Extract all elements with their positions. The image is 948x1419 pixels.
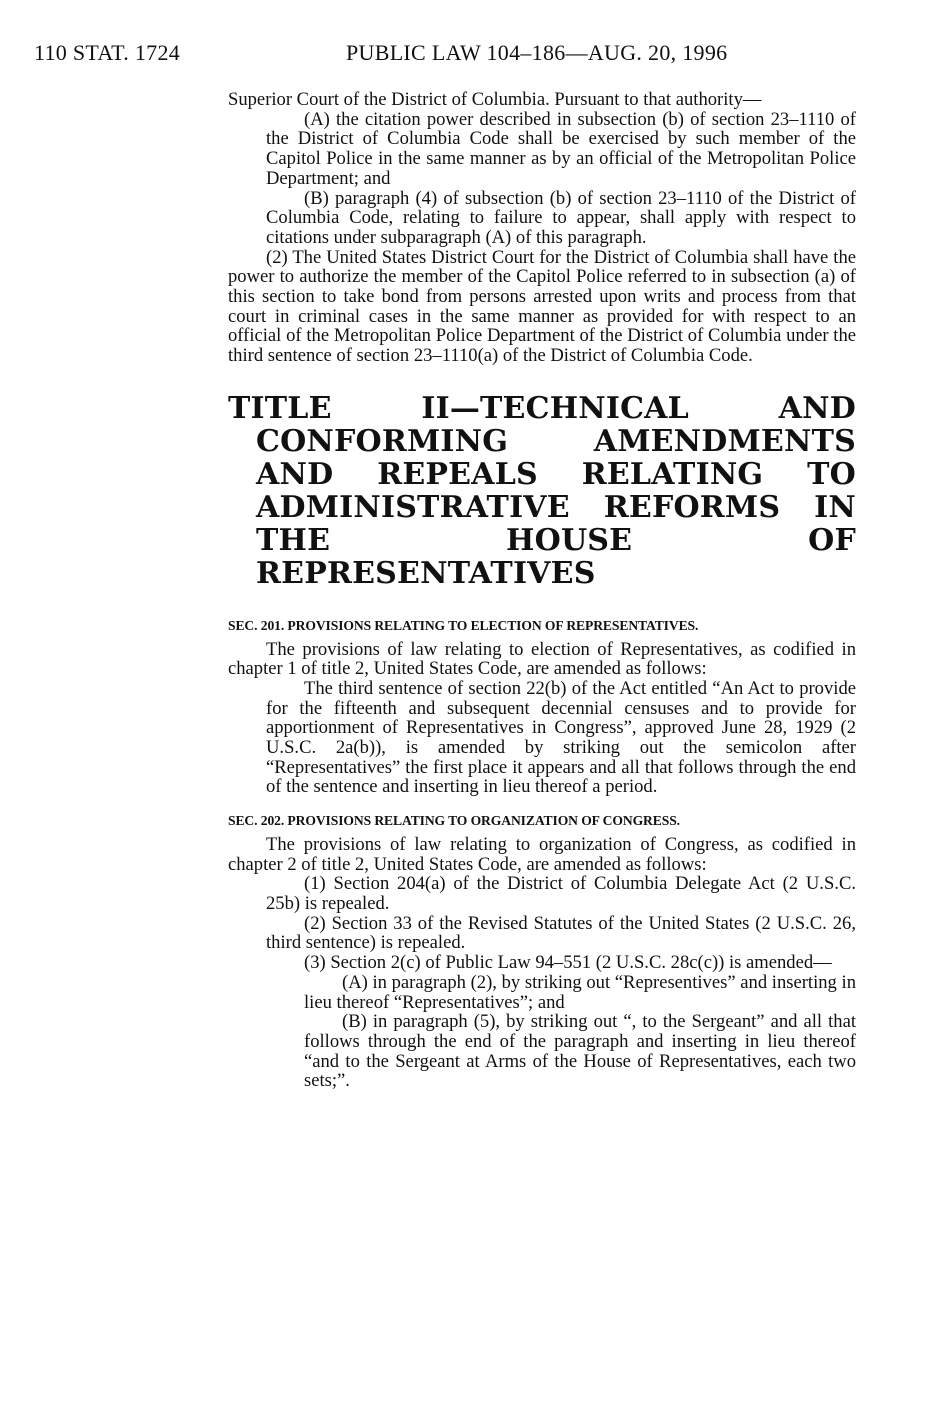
paragraph-2: (2) The United States District Court for the District of Columbia shall have the power to authorize the member of the Capitol Police referred to in subsection (a) of this section to take bond from persons arrested upon writs and process from that court in criminal cases in the same manner as provided for with respect to an official of the Metropolitan Police Department of the District of Columbia under the third sentence of section 23–1110(a) of the District of Columbia Code. [228,246,856,367]
continuation-text: Superior Court of the District of Columbia. Pursuant to that authority— [228,89,762,110]
section-202-item-3a: (A) in paragraph (2), by striking out “Representives” and inserting in lieu thereof “Representatives”; and [304,971,856,1013]
subparagraph-a: (A) the citation power described in subsection (b) of section 23–1110 of the District of Columbia Code shall be exercised by such member of the Capitol Police in the same manner as by an official of the Metropolitan Police Department; and [266,108,856,189]
section-201-heading: SEC. 201. PROVISIONS RELATING TO ELECTION OF REPRESENTATIVES. [228,617,699,633]
statute-citation: 110 STAT. 1724 [34,40,181,65]
subparagraph-list [228,110,856,248]
title-heading: TITLE II—TECHNICAL AND CONFORMING AMENDMENTS AND REPEALS RELATING TO ADMINISTRATIVE REFORMS IN THE HOUSE OF REPRESENTATIVES [228,390,856,591]
section-202-items [228,874,856,973]
public-law-citation: PUBLIC LAW 104–186—AUG. 20, 1996 [346,40,728,65]
section-202-subitems [228,973,856,1091]
section-201-amendment-block [228,679,856,797]
page-body [228,90,856,1091]
section-202-item-3b: (B) in paragraph (5), by striking out “, to the Sergeant” and all that follows through the end of the paragraph and inserting in lieu thereof “and to the Sergeant at Arms of the House of Representatives, each two sets;”. [304,1011,856,1092]
section-202-item-1: (1) Section 204(a) of the District of Columbia Delegate Act (2 U.S.C. 25b) is repealed. [266,873,856,914]
subparagraph-b: (B) paragraph (4) of subsection (b) of section 23–1110 of the District of Columbia Code, relating to failure to appear, shall apply with respect to citations under subparagraph (A) of this paragraph. [266,187,856,248]
section-202-item-3: (3) Section 2(c) of Public Law 94–551 (2 U.S.C. 28c(c)) is amended— [304,952,832,974]
section-201-amendment: The third sentence of section 22(b) of the Act entitled “An Act to provide for the fifteenth and subsequent decennial censuses and to provide for apportionment of Representatives in Congress”, approved June 28, 1929 (2 U.S.C. 2a(b)), is amended by striking out the semicolon after “Representatives” the first place it appears and all that follows through the end of the sentence and inserting in lieu thereof a period. [266,677,856,798]
section-202-heading: SEC. 202. PROVISIONS RELATING TO ORGANIZATION OF CONGRESS. [228,813,680,829]
page-header [34,40,728,66]
section-202-intro: The provisions of law relating to organization of Congress, as codified in chapter 2 of title 2, United States Code, are amended as follows: [228,833,856,875]
section-202-item-2: (2) Section 33 of the Revised Statutes of the United States (2 U.S.C. 26, third sentence) is repealed. [266,912,856,954]
section-201-intro: The provisions of law relating to election of Representatives, as codified in chapter 1 of title 2, United States Code, are amended as follows: [228,638,856,680]
